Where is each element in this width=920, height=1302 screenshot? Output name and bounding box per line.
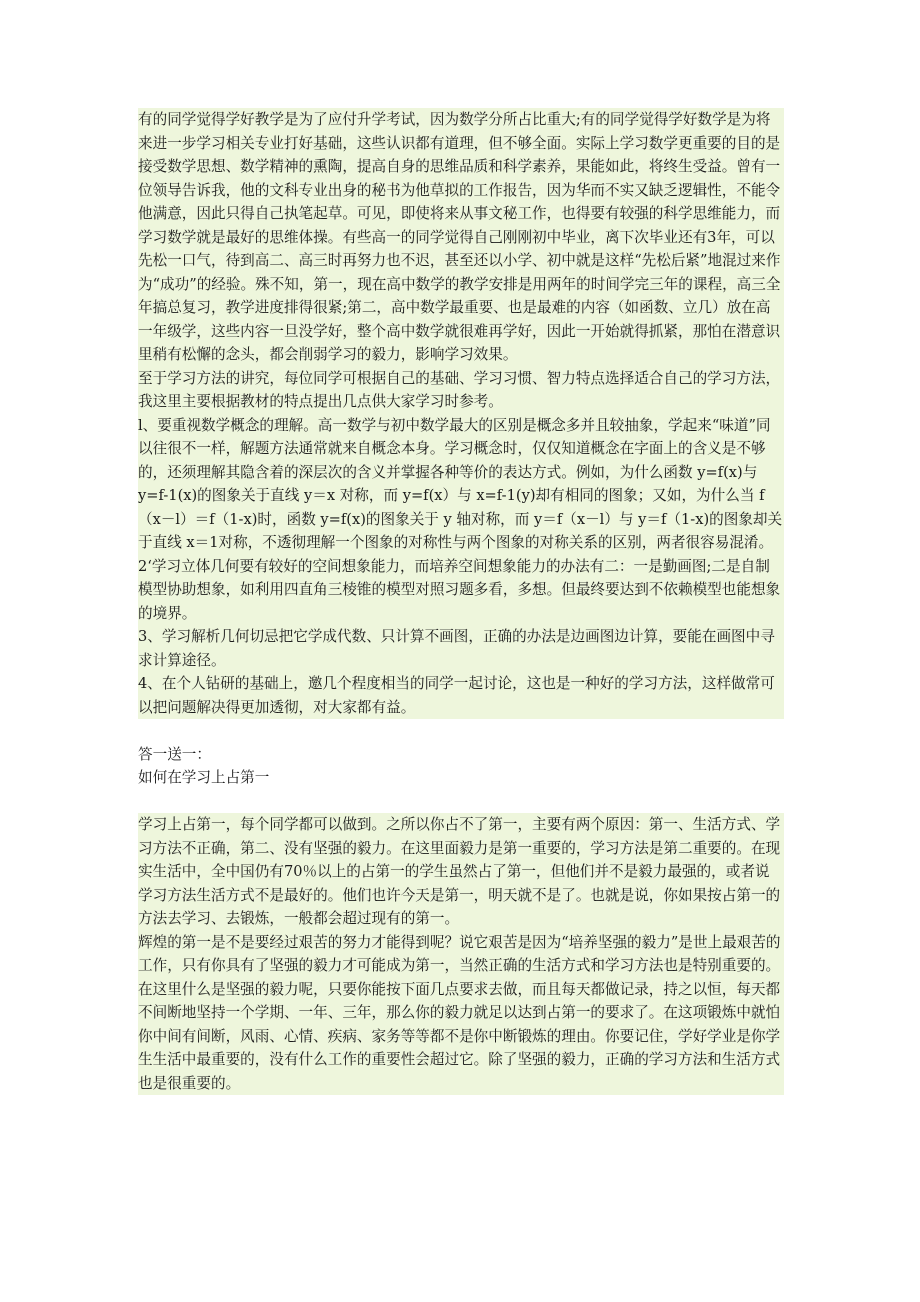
- paragraph-2: 至于学习方法的讲究，每位同学可根据自己的基础、学习习惯、智力特点选择适合自己的学习方法，我这里主要根据教材的特点提出几点供大家学习时参考。: [138, 367, 784, 414]
- paragraph-8: 辉煌的第一是不是要经过艰苦的努力才能得到呢？说它艰苦是因为“培养坚强的毅力”是世上最艰苦的工作，只有你具有了坚强的毅力才可能成为第一，当然正确的生活方式和学习方法也是特别重要的。在这里什么是坚强的毅力呢，只要你能按下面几点要求去做，而且每天都做记录，持之以恒，每天都不间断地坚持一个学期、一年、三年，那么你的毅力就足以达到占第一的要求了。在这项锻炼中就怕你中间有间断，风雨、心情、疾病、家务等等都不是你中断锻炼的理由。你要记住，学好学业是你学生生活中最重要的，没有什么工作的重要性会超过它。除了坚强的毅力，正确的学习方法和生活方式也是很重要的。: [138, 931, 784, 1096]
- paragraph-7: 学习上占第一，每个同学都可以做到。之所以你占不了第一，主要有两个原因：第一、生活方式、学习方法不正确，第二、没有坚强的毅力。在这里面毅力是第一重要的，学习方法是第二重要的。在现实生活中，全中国仍有70％以上的占第一的学生虽然占了第一，但他们并不是毅力最强的，或者说学习方法生活方式不是最好的。他们也许今天是第一，明天就不是了。也就是说，你如果按占第一的方法去学习、去锻炼，一般都会超过现有的第一。: [138, 813, 784, 931]
- paragraph-1: 有的同学觉得学好教学是为了应付升学考试，因为数学分所占比重大;有的同学觉得学好数学是为将来进一步学习相关专业打好基础，这些认识都有道理，但不够全面。实际上学习数学更重要的目的是接受数学思想、数学精神的熏陶，提高自身的思维品质和科学素养，果能如此，将终生受益。曾有一位领导告诉我，他的文科专业出身的秘书为他草拟的工作报告，因为华而不实又缺乏逻辑性，不能令他满意，因此只得自己执笔起草。可见，即使将来从事文秘工作，也得要有较强的科学思维能力，而学习数学就是最好的思维体操。有些高一的同学觉得自己刚刚初中毕业，离下次毕业还有3年，可以先松一口气，待到高二、高三时再努力也不迟，甚至还以小学、初中就是这样“先松后紧”地混过来作为“成功”的经验。殊不知，第一，现在高中数学的教学安排是用两年的时间学完三年的课程，高三全年搞总复习，教学进度排得很紧;第二，高中数学最重要、也是最难的内容（如函数、立几）放在高一年级学，这些内容一旦没学好，整个高中数学就很难再学好，因此一开始就得抓紧，那怕在潜意识里稍有松懈的念头，都会削弱学习的毅力，影响学习效果。: [138, 108, 784, 367]
- section-title: 如何在学习上占第一: [138, 769, 270, 786]
- blank-line: [138, 719, 784, 743]
- blank-line: [138, 790, 784, 814]
- document-body: [138, 108, 784, 1095]
- paragraph-3: l、要重视数学概念的理解。高一数学与初中数学最大的区别是概念多并且较抽象，学起来“味道”同以往很不一样，解题方法通常就来自概念本身。学习概念时，仅仅知道概念在字面上的含义是不够的，还须理解其隐含着的深层次的含义并掌握各种等价的表达方式。例如，为什么函数 y=f(x)与 y=f-1(x)的图象关于直线 y＝x 对称，而 y=f(x）与 x=f-1(y)却有相同的图象；又如，为什么当 f（x－l）＝f（1-x)时，函数 y=f(x)的图象关于 y 轴对称，而 y＝f（x－l）与 y＝f（1-x)的图象却关于直线 x＝1对称，不透彻理解一个图象的对称性与两个图象的对称关系的区别，两者很容易混淆。: [138, 414, 784, 555]
- paragraph-5: 3、学习解析几何切忌把它学成代数、只计算不画图，正确的办法是边画图边计算，要能在画图中寻求计算途径。: [138, 625, 784, 672]
- section-label: 答一送一：: [138, 745, 211, 763]
- paragraph-4: 2‘学习立体几何要有较好的空间想象能力，而培养空间想象能力的办法有二：一是勤画图;二是自制模型协助想象，如利用四直角三棱锥的模型对照习题多看，多想。但最终要达到不依赖模型也能想象的境界。: [138, 555, 784, 626]
- paragraph-6: 4、在个人钻研的基础上，邀几个程度相当的同学一起讨论，这也是一种好的学习方法，这样做常可以把问题解决得更加透彻，对大家都有益。: [138, 672, 784, 719]
